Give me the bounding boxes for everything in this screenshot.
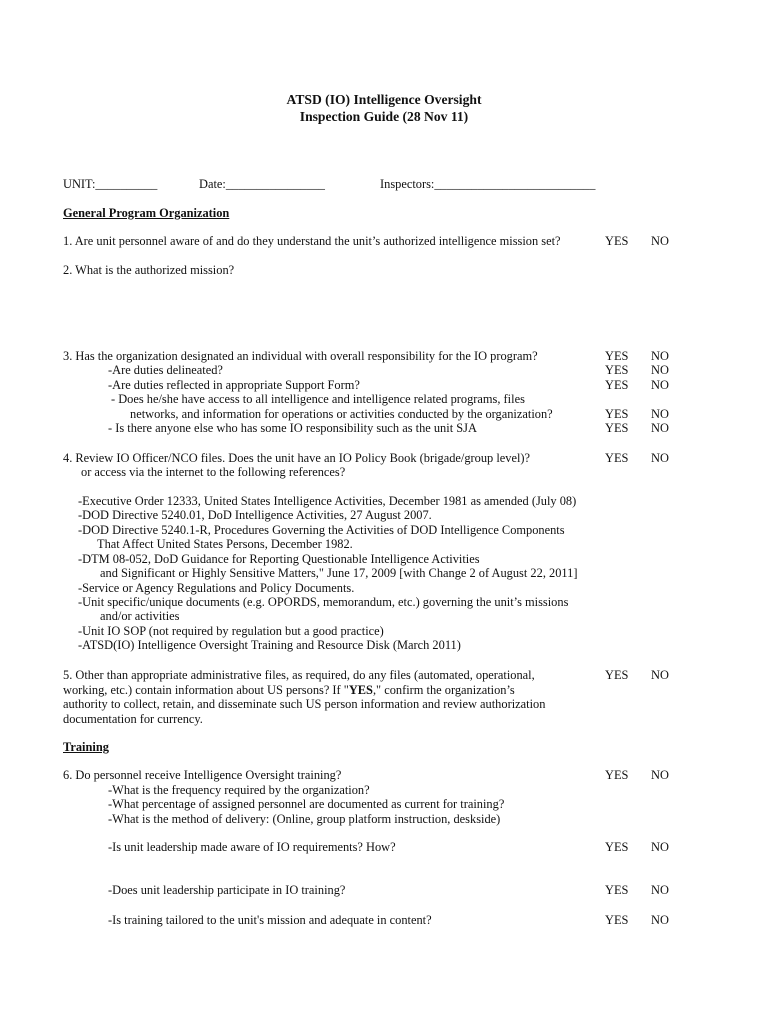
question-2: 2. What is the authorized mission? [63,263,235,277]
section-heading-general: General Program Organization [63,206,230,220]
document-subtitle: Inspection Guide (28 Nov 11) [299,109,469,124]
no-option: NO [651,913,669,927]
question-3-sub: -Are duties reflected in appropriate Support Form? [108,378,360,392]
question-1: 1. Are unit personnel aware of and do they understand the unit’s authorized intelligence mission set? [63,234,561,248]
no-option: NO [651,451,669,465]
section-heading-training: Training [63,740,109,754]
question-6-sub: -What is the method of delivery: (Online, group platform instruction, deskside) [108,812,501,826]
question-6: 6. Do personnel receive Intelligence Oversight training? [63,768,342,782]
yes-option: YES [605,883,629,897]
no-option: NO [651,768,669,782]
yes-option: YES [605,451,629,465]
question-3-sub: -Are duties delineated? [108,363,223,377]
yes-option: YES [605,378,629,392]
question-3-sub-continued: networks, and information for operations or activities conducted by the organization? [130,407,553,421]
reference-item-continued: That Affect United States Persons, December 1982. [97,537,353,551]
no-option: NO [651,421,669,435]
question-6-sub: -Does unit leadership participate in IO training? [108,883,346,897]
question-6-sub: -What percentage of assigned personnel are documented as current for training? [108,797,505,811]
reference-item-continued: and Significant or Highly Sensitive Matters," June 17, 2009 [with Change 2 of August 22, 2011] [100,566,578,580]
question-6-sub: -Is training tailored to the unit's mission and adequate in content? [108,913,432,927]
yes-option: YES [605,913,629,927]
reference-item: -Unit IO SOP (not required by regulation but a good practice) [78,624,384,638]
reference-item: -ATSD(IO) Intelligence Oversight Training and Resource Disk (March 2011) [78,638,461,652]
question-3-sub: - Does he/she have access to all intelligence and intelligence related programs, files [111,392,525,406]
question-3-sub: - Is there anyone else who has some IO responsibility such as the unit SJA [108,421,477,435]
yes-option: YES [605,407,629,421]
no-option: NO [651,668,669,682]
emphasis-yes: YES [348,683,373,697]
question-6-sub: -Is unit leadership made aware of IO requirements? How? [108,840,396,854]
reference-item: -DTM 08-052, DoD Guidance for Reporting Questionable Intelligence Activities [78,552,480,566]
yes-option: YES [605,363,629,377]
unit-field: UNIT:__________ [63,177,158,191]
reference-item: -Executive Order 12333, United States Intelligence Activities, December 1981 as amended (July 08) [78,494,577,508]
question-4: 4. Review IO Officer/NCO files. Does the unit have an IO Policy Book (brigade/group level)? [63,451,531,465]
reference-item: -DOD Directive 5240.1-R, Procedures Governing the Activities of DOD Intelligence Components [78,523,565,537]
no-option: NO [651,883,669,897]
inspectors-field: Inspectors:__________________________ [380,177,596,191]
question-5-line: authority to collect, retain, and disseminate such US person information and review authorization [63,697,546,711]
question-5-line: working, etc.) contain information about US persons? If "YES," confirm the organization’s [63,683,515,697]
reference-item-continued: and/or activities [100,609,180,623]
no-option: NO [651,234,669,248]
question-4-continued: or access via the internet to the following references? [81,465,346,479]
yes-option: YES [605,421,629,435]
document-title: ATSD (IO) Intelligence Oversight [286,92,482,107]
yes-option: YES [605,668,629,682]
yes-option: YES [605,234,629,248]
question-3: 3. Has the organization designated an individual with overall responsibility for the IO program? [63,349,538,363]
question-6-sub: -What is the frequency required by the organization? [108,783,370,797]
question-5: 5. Other than appropriate administrative files, as required, do any files (automated, operational, [63,668,535,682]
reference-item: -Unit specific/unique documents (e.g. OPORDS, memorandum, etc.) governing the unit’s missions [78,595,569,609]
yes-option: YES [605,840,629,854]
no-option: NO [651,363,669,377]
yes-option: YES [605,349,629,363]
no-option: NO [651,349,669,363]
no-option: NO [651,378,669,392]
date-field: Date:________________ [199,177,325,191]
reference-item: -Service or Agency Regulations and Policy Documents. [78,581,355,595]
reference-item: -DOD Directive 5240.01, DoD Intelligence Activities, 27 August 2007. [78,508,432,522]
no-option: NO [651,407,669,421]
question-5-line: documentation for currency. [63,712,203,726]
no-option: NO [651,840,669,854]
yes-option: YES [605,768,629,782]
